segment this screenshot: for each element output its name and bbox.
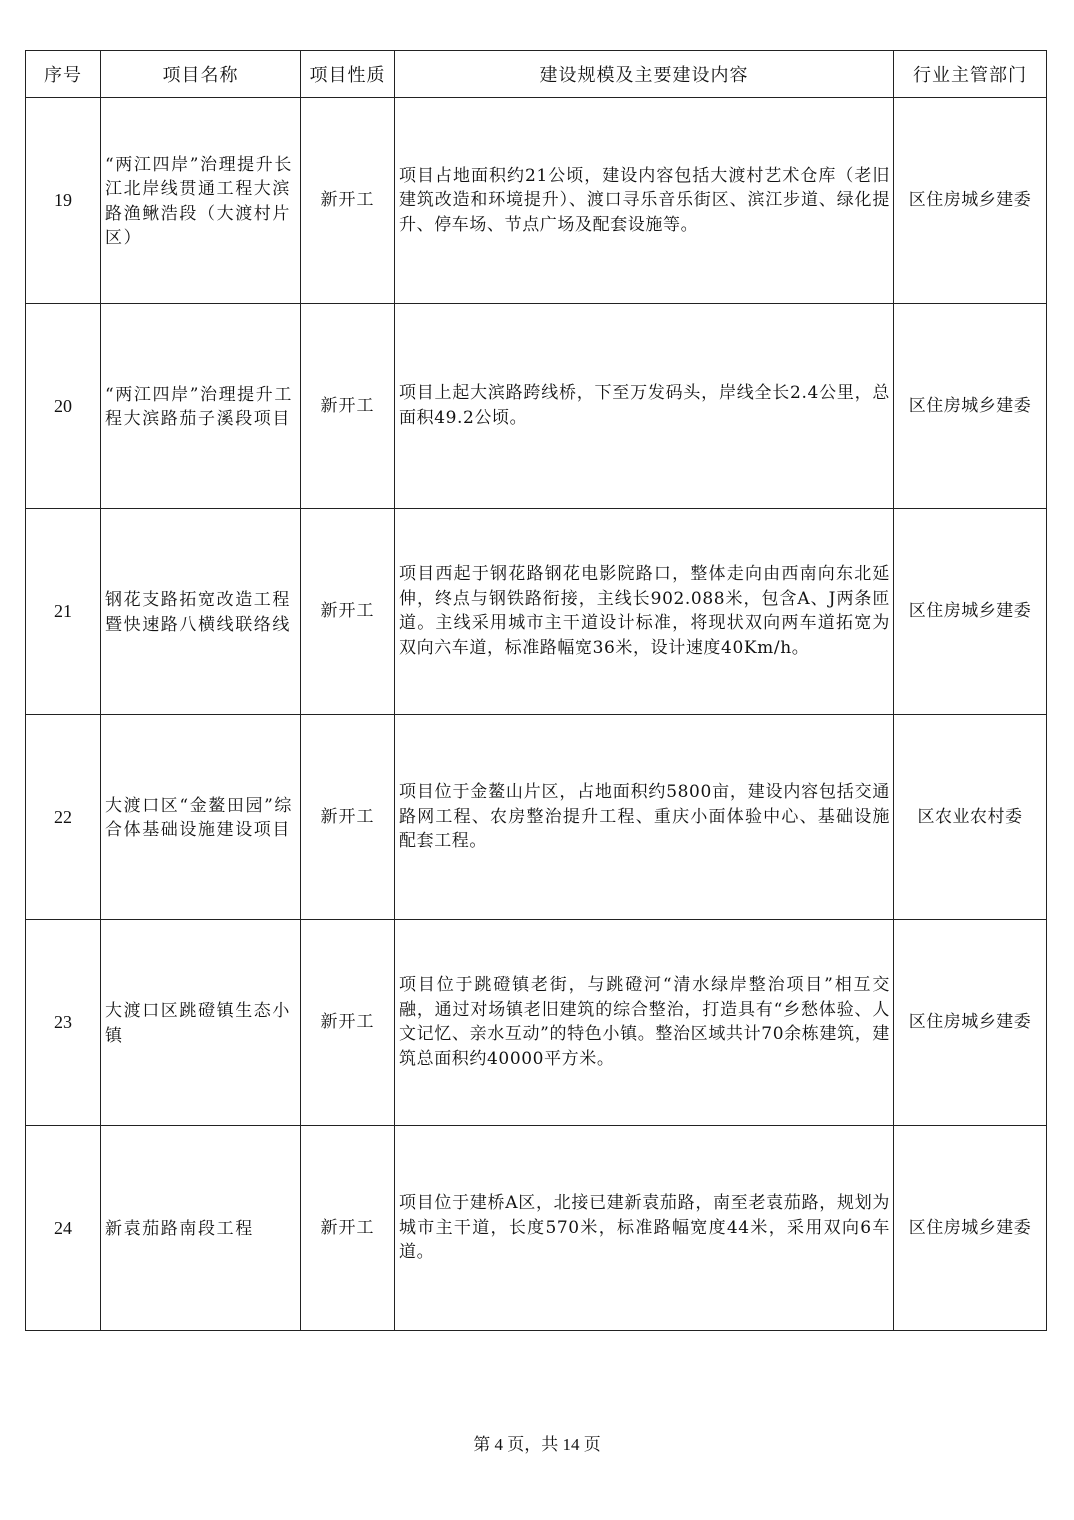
table-row bbox=[26, 509, 1047, 715]
project-content bbox=[395, 714, 894, 920]
project-name-text: 大渡口区跳磴镇生态小镇 bbox=[105, 1001, 291, 1046]
header-name: 项目名称 bbox=[101, 51, 301, 98]
project-name bbox=[101, 303, 301, 509]
project-dept: 区农业农村委 bbox=[894, 714, 1047, 920]
project-content-text: 项目位于金鳌山片区，占地面积约5800亩，建设内容包括交通路网工程、农房整治提升工程、重庆小面体验中心、基础设施配套工程。 bbox=[399, 782, 890, 851]
project-nature: 新开工 bbox=[301, 98, 395, 304]
project-dept: 区住房城乡建委 bbox=[894, 303, 1047, 509]
project-dept: 区住房城乡建委 bbox=[894, 920, 1047, 1126]
project-nature: 新开工 bbox=[301, 714, 395, 920]
project-name-text: “两江四岸”治理提升长江北岸线贯通工程大滨路渔鳅浩段（大渡村片区） bbox=[105, 154, 293, 249]
project-nature: 新开工 bbox=[301, 509, 395, 715]
project-dept: 区住房城乡建委 bbox=[894, 1125, 1047, 1331]
project-nature: 新开工 bbox=[301, 303, 395, 509]
project-content bbox=[395, 509, 894, 715]
page-number-text: 第 4 页，共 14 页 bbox=[473, 1435, 601, 1454]
project-content bbox=[395, 303, 894, 509]
table-row bbox=[26, 920, 1047, 1126]
project-content bbox=[395, 98, 894, 304]
project-name bbox=[101, 1125, 301, 1331]
header-nature: 项目性质 bbox=[301, 51, 395, 98]
project-name-text: 新袁茄路南段工程 bbox=[105, 1219, 254, 1239]
project-name-text: “两江四岸”治理提升工程大滨路茄子溪段项目 bbox=[105, 384, 293, 430]
project-table bbox=[25, 50, 1047, 1331]
project-content-text: 项目位于建桥A区，北接已建新袁茄路，南至老袁茄路，规划为城市主干道，长度570米，标准路幅宽度44米，采用双向6车道。 bbox=[399, 1193, 890, 1262]
project-name bbox=[101, 920, 301, 1126]
project-content-text: 项目位于跳磴镇老街，与跳磴河“清水绿岸整治项目”相互交融，通过对场镇老旧建筑的综合整治，打造具有“乡愁体验、人文记忆、亲水互动”的特色小镇。整治区域共计70余栋建筑，建筑总面积约40000平方米。 bbox=[399, 975, 890, 1069]
table-row bbox=[26, 1125, 1047, 1331]
row-number: 24 bbox=[26, 1125, 101, 1331]
project-content bbox=[395, 1125, 894, 1331]
project-nature: 新开工 bbox=[301, 920, 395, 1126]
project-name-text: 大渡口区“金鳌田园”综合体基础设施建设项目 bbox=[105, 795, 293, 841]
project-content-text: 项目上起大滨路跨线桥，下至万发码头，岸线全长2.4公里，总面积49.2公顷。 bbox=[399, 383, 890, 428]
project-name bbox=[101, 98, 301, 304]
project-dept: 区住房城乡建委 bbox=[894, 98, 1047, 304]
table-row bbox=[26, 98, 1047, 304]
project-name bbox=[101, 714, 301, 920]
table-header-row bbox=[26, 51, 1047, 98]
project-name-text: 钢花支路拓宽改造工程暨快速路八横线联络线 bbox=[105, 590, 291, 635]
page-footer bbox=[0, 1430, 1074, 1455]
project-nature: 新开工 bbox=[301, 1125, 395, 1331]
row-number: 21 bbox=[26, 509, 101, 715]
row-number: 23 bbox=[26, 920, 101, 1126]
header-no: 序号 bbox=[26, 51, 101, 98]
project-dept: 区住房城乡建委 bbox=[894, 509, 1047, 715]
header-dept: 行业主管部门 bbox=[894, 51, 1047, 98]
project-content bbox=[395, 920, 894, 1126]
row-number: 22 bbox=[26, 714, 101, 920]
row-number: 19 bbox=[26, 98, 101, 304]
project-name bbox=[101, 509, 301, 715]
row-number: 20 bbox=[26, 303, 101, 509]
table-row bbox=[26, 714, 1047, 920]
project-content-text: 项目占地面积约21公顷，建设内容包括大渡村艺术仓库（老旧建筑改造和环境提升）、渡口寻乐音乐街区、滨江步道、绿化提升、停车场、节点广场及配套设施等。 bbox=[399, 165, 890, 235]
header-content: 建设规模及主要建设内容 bbox=[395, 51, 894, 98]
project-content-text: 项目西起于钢花路钢花电影院路口，整体走向由西南向东北延伸，终点与钢铁路衔接，主线长902.088米，包含A、J两条匝道。主线采用城市主干道设计标准，将现状双向两车道拓宽为双向六车道，标准路幅宽36米，设计速度40Km/h。 bbox=[399, 564, 890, 658]
table-row bbox=[26, 303, 1047, 509]
